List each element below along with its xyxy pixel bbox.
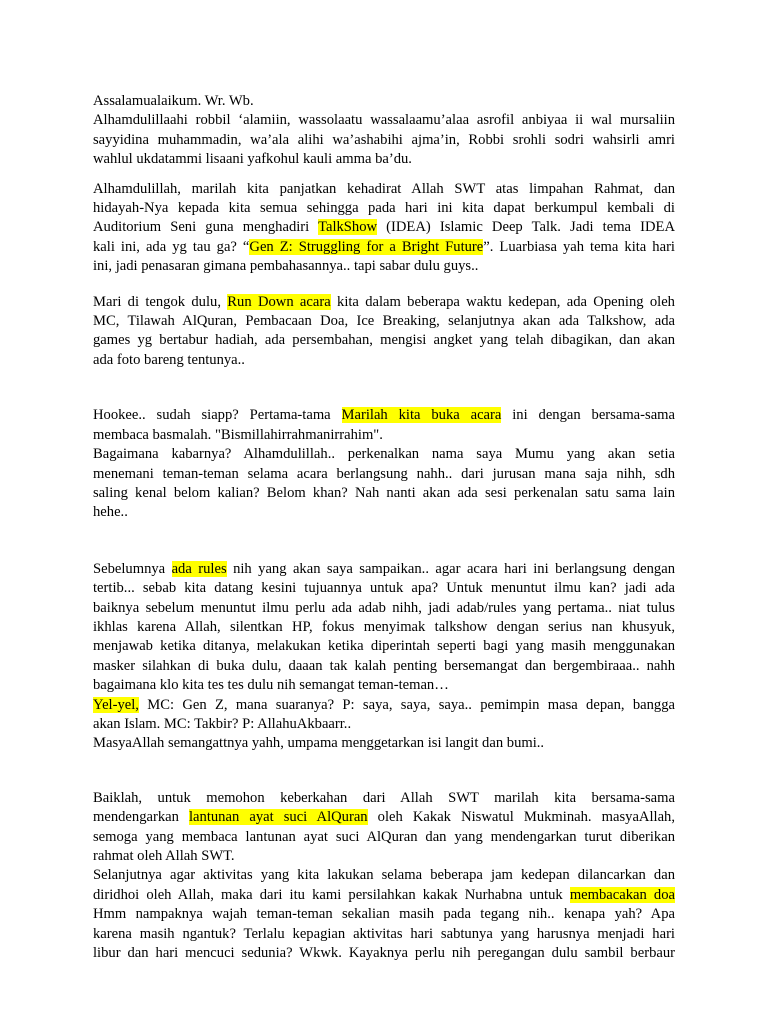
text-line: Alhamdulillah, marilah kita panjatkan kehadirat Allah SWT atas limpahan Rahmat, dan bbox=[93, 180, 675, 197]
text-line: games yg bertabur hadiah, ada persembahan, mengisi angket yang telah dibagikan, dan akan bbox=[93, 332, 675, 349]
highlight-theme: Gen Z: Struggling for a Bright Future bbox=[249, 238, 484, 255]
text-run: Hookee.. sudah siapp? Pertama-tama bbox=[93, 407, 342, 424]
text-line bbox=[93, 293, 675, 312]
highlight-ada-rules: ada rules bbox=[171, 560, 227, 577]
greeting-text: Assalamualaikum. Wr. Wb. bbox=[93, 93, 254, 109]
text-line: Hmm nampaknya wajah teman-teman sekalian masih pada tegang nih.. kenapa yah? Apa bbox=[93, 906, 675, 923]
highlight-run-down: Run Down acara bbox=[227, 293, 331, 310]
text-run: Mari di tengok dulu, bbox=[93, 293, 228, 310]
text-line: ada foto bareng tentunya.. bbox=[93, 351, 245, 368]
masya-paragraph bbox=[93, 734, 675, 753]
text-run: Sebelumnya bbox=[93, 560, 172, 577]
rundown-paragraph bbox=[93, 293, 675, 371]
text-run: mendengarkan bbox=[93, 809, 189, 826]
text-line bbox=[93, 808, 675, 827]
text-line: hidayah-Nya kepada kita semua sehingga pada hari ini kita dapat berkumpul kembali di bbox=[93, 200, 675, 217]
selanjutnya-paragraph bbox=[93, 866, 675, 905]
text-run: diridhoi oleh Allah, maka dari itu kami persilahkan kakak Nurhabna untuk bbox=[93, 886, 570, 903]
text-line: rahmat oleh Allah SWT. bbox=[93, 848, 235, 864]
intro-paragraph bbox=[93, 180, 675, 277]
text-line: hehe.. bbox=[93, 504, 128, 521]
text-line: masker silahkan di buka dulu, daaan tak kalah penting bersemangat dan bergembiraaa.. nahh bbox=[93, 657, 675, 674]
text-run: (IDEA) Islamic Deep Talk. Jadi tema IDEA bbox=[377, 219, 676, 236]
text-run: ini dengan bersama-sama bbox=[501, 407, 675, 424]
text-line: semoga yang membaca lantunan ayat suci AlQuran dan yang mendengarkan turut diberikan bbox=[93, 828, 675, 845]
text-line bbox=[93, 238, 675, 257]
text-run: kali ini, ada yg tau ga? “ bbox=[93, 238, 250, 255]
text-line: sayyidina muhammadin, wa’ala alihi wa’ashabihi ajma’in, Robbi srohli sodri wahsirli amri bbox=[93, 131, 675, 148]
text-line bbox=[93, 406, 675, 425]
text-line: tertib... sebab kita datang kesini tujuannya untuk apa? Untuk menuntut ilmu kan? jadi ada bbox=[93, 580, 675, 597]
hookee-paragraph bbox=[93, 406, 675, 445]
text-run: Auditorium Seni guna menghadiri bbox=[93, 219, 319, 236]
text-run: ”. Luarbiasa yah tema kita hari bbox=[483, 238, 675, 255]
text-line: menjawab ketika ditanya, melakukan ketika diperintah seperti bagi yang masih menggunakan bbox=[93, 638, 675, 655]
text-line: Baiklah, untuk memohon keberkahan dari Allah SWT marilah kita bersama-sama bbox=[93, 789, 675, 806]
text-run: oleh Kakak Niswatul Mukminah. masyaAllah, bbox=[367, 809, 675, 826]
text-line: membaca basmalah. "Bismillahirrahmanirrahim". bbox=[93, 426, 383, 443]
document-page bbox=[93, 92, 675, 963]
rules-paragraph bbox=[93, 560, 675, 696]
hmm-paragraph bbox=[93, 905, 675, 963]
text-line: Alhamdulillaahi robbil ‘alamiin, wassolaatu wassalaamu’alaa asrofil anbiyaa ii wal mursaliin bbox=[93, 112, 675, 129]
highlight-talkshow: TalkShow bbox=[318, 219, 378, 236]
text-line: Bagaimana kabarnya? Alhamdulillah.. perkenalkan nama saya Mumu yang akan setia bbox=[93, 446, 675, 463]
text-line: libur dan hari mencuci sedunia? Wkwk. Kayaknya perlu nih peregangan dulu sambil berbaur bbox=[93, 945, 675, 962]
text-line: ikhlas karena Allah, silentkan HP, fokus menyimak talkshow dengan serius nan khusyuk, bbox=[93, 618, 675, 635]
text-run: nih yang akan saya sampaikan.. agar acara hari ini berlangsung dengan bbox=[226, 560, 675, 577]
text-line: wahlul ukdatammi lisaani yafkohul kauli amma ba’du. bbox=[93, 151, 412, 168]
highlight-ayat-suci: lantunan ayat suci AlQuran bbox=[189, 809, 368, 826]
text-line: Selanjutnya agar aktivitas yang kita lakukan selama beberapa jam kedepan dilancarkan dan bbox=[93, 867, 675, 884]
text-line: menemani teman-teman selama acara berlangsung nahh.. dari jurusan mana saja nihh, sdh bbox=[93, 465, 675, 482]
text-line: bagaimana klo kita tes tes dulu nih semangat teman-teman… bbox=[93, 677, 449, 694]
text-line: akan Islam. MC: Takbir? P: AllahuAkbaarr.. bbox=[93, 715, 352, 732]
opening-prayer-paragraph bbox=[93, 111, 675, 169]
highlight-buka-acara: Marilah kita buka acara bbox=[341, 407, 502, 424]
baiklah-paragraph bbox=[93, 789, 675, 867]
text-line bbox=[93, 560, 675, 579]
text-line bbox=[93, 886, 675, 905]
text-run: MC: Gen Z, mana suaranya? P: saya, saya, saya.. pemimpin masa depan, bangga bbox=[138, 696, 675, 713]
text-line: MasyaAllah semangattnya yahh, umpama menggetarkan isi langit dan bumi.. bbox=[93, 735, 545, 752]
yel-yel-paragraph bbox=[93, 696, 675, 735]
text-line: saling kenal belom kalian? Belom khan? Nah nanti akan ada sesi perkenalan satu sama lain bbox=[93, 484, 675, 501]
text-line: ini, jadi penasaran gimana pembahasannya.. tapi sabar dulu guys.. bbox=[93, 258, 479, 275]
text-line bbox=[93, 696, 675, 715]
text-run: kita dalam beberapa waktu kedepan, ada Opening oleh bbox=[330, 293, 675, 310]
text-line bbox=[93, 218, 675, 237]
text-line: MC, Tilawah AlQuran, Pembacaan Doa, Ice Breaking, selanjutnya akan ada Talkshow, ada bbox=[93, 313, 675, 330]
text-line: karena masih ngantuk? Terlalu kepagian aktivitas hari sabtunya yang harusnya menjadi hari bbox=[93, 925, 675, 942]
highlight-membacakan-doa: membacakan doa bbox=[569, 886, 675, 903]
text-line: baiknya sebelum menuntut ilmu perlu ada adab nihh, jadi adab/rules yang pertama.. niat tulus bbox=[93, 599, 675, 616]
bagaimana-paragraph bbox=[93, 445, 675, 523]
greeting-line bbox=[93, 92, 675, 111]
highlight-yel-yel: Yel-yel, bbox=[93, 696, 139, 713]
